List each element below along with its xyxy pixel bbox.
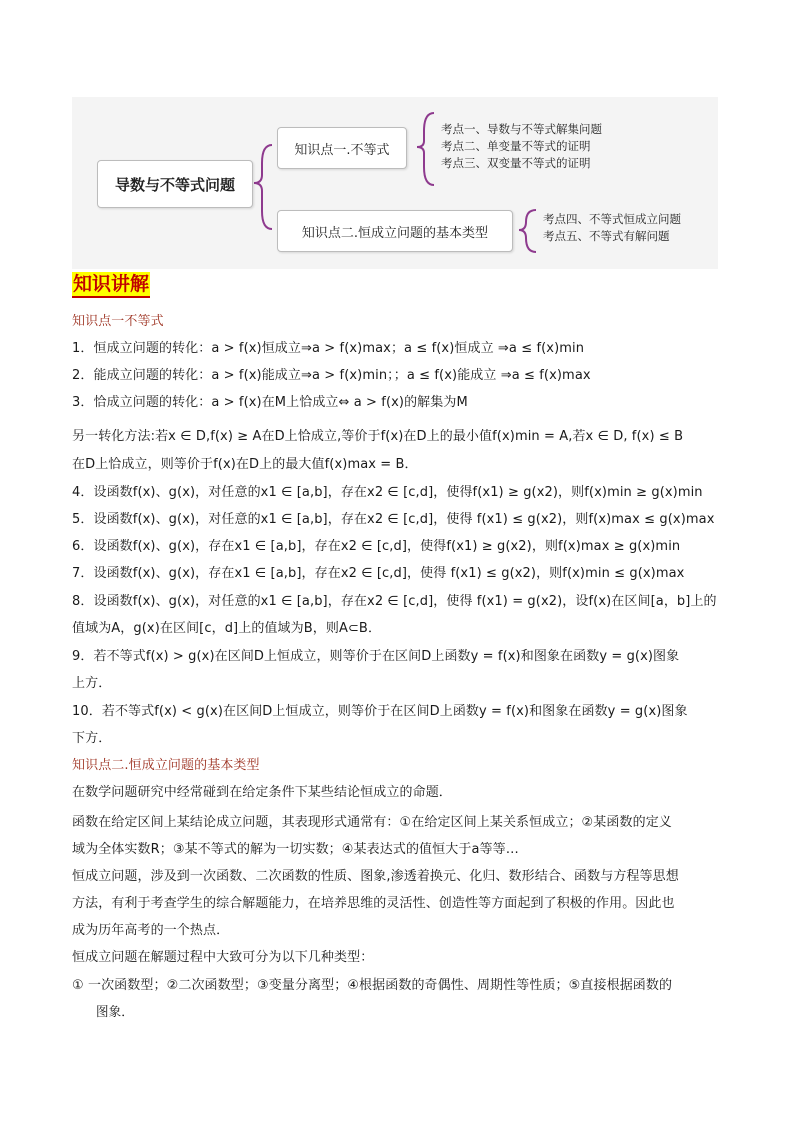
mindmap-branch-2: 知识点二.恒成立问题的基本类型 (277, 210, 513, 252)
rule-line-9: 9．若不等式f(x) > g(x)在区间D上恒成立，则等价于在区间D上函数y = f(x)和图象在函数y = g(x)图象 (72, 649, 680, 664)
paragraph: 恒成立问题在解题过程中大致可分为以下几种类型： (72, 950, 374, 965)
rule-line-10: 10．若不等式f(x) < g(x)在区间D上恒成立，则等价于在区间D上函数y = f(x)和图象在函数y = g(x)图象 (72, 704, 688, 719)
rule-line-10-cont: 下方． (72, 731, 112, 746)
paragraph: 在数学问题研究中经常碰到在给定条件下某些结论恒成立的命题． (72, 785, 452, 800)
alt-method-line-1: 另一转化方法:若x ∈ D,f(x) ≥ A在D上恰成立,等价于f(x)在D上的最小值f(x)min = A,若x ∈ D, f(x) ≤ B (72, 429, 684, 444)
paragraph: 方法，有利于考查学生的综合解题能力，在培养思维的灵活性、创造性等方面起到了积极的作用。因此也 (72, 896, 675, 911)
rule-line-4: 4．设函数f(x)、g(x)，对任意的x1 ∈ [a,b]，存在x2 ∈ [c,d]，使得f(x1) ≥ g(x2)，则f(x)min ≥ g(x)min (72, 485, 703, 500)
branch2-brace (519, 210, 536, 252)
paragraph: ① 一次函数型；②二次函数型；③变量分离型；④根据函数的奇偶性、周期性等性质；⑤直接根据函数的 (72, 978, 673, 993)
leaf-item: 考点四、不等式恒成立问题 (543, 212, 681, 226)
root-brace (254, 145, 272, 229)
rule-line-7: 7．设函数f(x)、g(x)，存在x1 ∈ [a,b]，存在x2 ∈ [c,d]，使得 f(x1) ≤ g(x2)，则f(x)min ≤ g(x)max (72, 566, 685, 581)
section-heading: 知识讲解 (72, 272, 150, 298)
branch-1-items (441, 121, 602, 172)
rule-line-8-cont: 值域为A，g(x)在区间[c，d]上的值域为B，则A⊂B． (72, 621, 382, 636)
paragraph: 函数在给定区间上某结论成立问题，其表现形式通常有：①在给定区间上某关系恒成立；②某函数的定义 (72, 815, 672, 830)
leaf-item: 考点三、双变量不等式的证明 (441, 156, 591, 170)
paragraph: 图象． (96, 1005, 134, 1020)
paragraph: 成为历年高考的一个热点． (72, 923, 230, 938)
rule-line-8: 8．设函数f(x)、g(x)，对任意的x1 ∈ [a,b]，存在x2 ∈ [c,d]，使得 f(x1) = g(x2)，设f(x)在区间[a，b]上的 (72, 594, 717, 609)
rule-line-9-cont: 上方． (72, 676, 112, 691)
alt-method-line-2: 在D上恰成立，则等价于f(x)在D上的最大值f(x)max = B． (72, 457, 418, 472)
leaf-item: 考点一、导数与不等式解集问题 (441, 122, 602, 136)
rule-line-6: 6．设函数f(x)、g(x)，存在x1 ∈ [a,b]，存在x2 ∈ [c,d]，使得f(x1) ≥ g(x2)，则f(x)max ≥ g(x)min (72, 539, 681, 554)
mindmap-root: 导数与不等式问题 (97, 160, 253, 208)
mindmap-branch-1: 知识点一.不等式 (277, 127, 407, 169)
knowledge-point-2-heading: 知识点二.恒成立问题的基本类型 (72, 758, 260, 773)
branch-2-items (543, 211, 681, 245)
mindmap (72, 97, 718, 269)
rule-line-5: 5．设函数f(x)、g(x)，对任意的x1 ∈ [a,b]，存在x2 ∈ [c,d]，使得 f(x1) ≤ g(x2)，则f(x)max ≤ g(x)max (72, 512, 715, 527)
paragraph: 恒成立问题，涉及到一次函数、二次函数的性质、图象,渗透着换元、化归、数形结合、函数与方程等思想 (72, 869, 679, 884)
leaf-item: 考点二、单变量不等式的证明 (441, 139, 591, 153)
rule-line-1: 1．恒成立问题的转化：a > f(x)恒成立⇒a > f(x)max；a ≤ f(x)恒成立 ⇒a ≤ f(x)min (72, 341, 585, 356)
paragraph: 域为全体实数R；③某不等式的解为一切实数；④某表达式的值恒大于a等等… (72, 842, 519, 857)
leaf-item: 考点五、不等式有解问题 (543, 229, 670, 243)
rule-line-2: 2．能成立问题的转化：a > f(x)能成立⇒a > f(x)min；；a ≤ f(x)能成立 ⇒a ≤ f(x)max (72, 368, 591, 383)
branch1-brace (417, 113, 434, 185)
rule-line-3: 3．恰成立问题的转化：a > f(x)在M上恰成立⇔ a > f(x)的解集为M (72, 395, 468, 410)
knowledge-point-1-heading: 知识点一不等式 (72, 314, 164, 329)
